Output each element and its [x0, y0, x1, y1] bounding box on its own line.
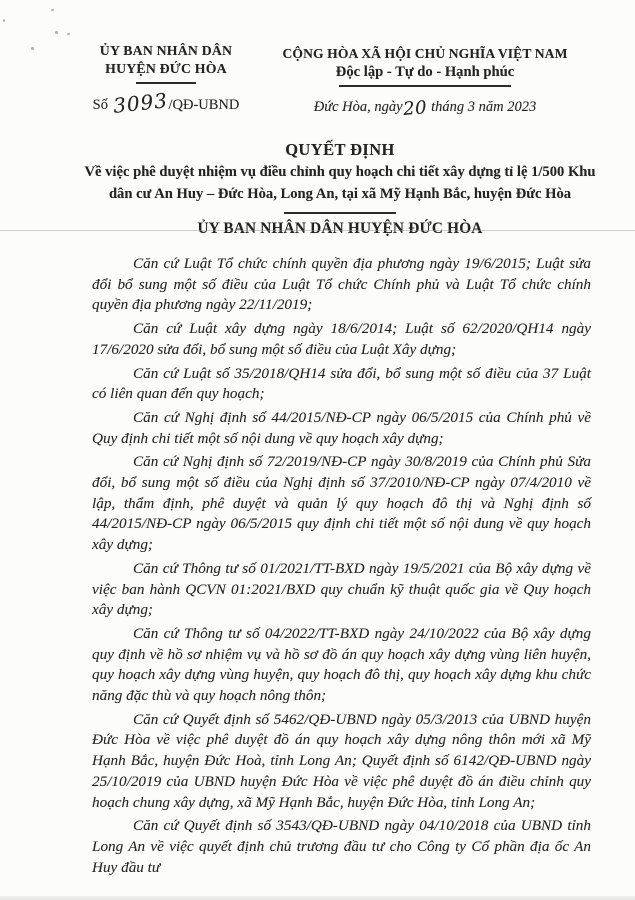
national-title: CỘNG HÒA XÃ HỘI CHỦ NGHĨA VIỆT NAM [282, 46, 568, 61]
issuing-org-block [88, 42, 244, 118]
place-date-suffix: tháng 3 năm 2023 [427, 98, 537, 115]
doc-number-label: Số [92, 96, 108, 113]
scan-speck [55, 31, 58, 34]
title-block [70, 139, 610, 239]
place-date-line [262, 96, 588, 120]
scan-fold-line [0, 230, 635, 231]
place-date-prefix: Đức Hòa, ngày [313, 98, 403, 115]
doc-number-suffix: /QĐ-UBND [168, 96, 240, 113]
body-paragraph: Căn cứ Luật số 35/2018/QH14 sửa đổi, bổ sung một số điều của 37 Luật có liên quan đến quy hoạch; [92, 364, 591, 403]
scan-speck [67, 33, 70, 35]
doc-number [88, 87, 244, 118]
org-name-line2: HUYỆN ĐỨC HÒA [105, 60, 227, 76]
document-body [92, 254, 591, 881]
body-paragraph: Căn cứ Thông tư số 01/2021/TT-BXD ngày 19/5/2021 của Bộ xây dựng về việc ban hành QCVN 01:2021/BXD quy chuẩn kỹ thuật quốc gia về Quy hoạch xây dựng; [92, 559, 591, 619]
national-motto: Độc lập - Tự do - Hạnh phúc [335, 64, 515, 80]
body-paragraph: Căn cứ Quyết định số 3543/QĐ-UBND ngày 04/10/2018 của UBND tỉnh Long An về việc quyết định chủ trương đầu tư cho Công ty Cổ phần địa ốc An Huy đầu tư [92, 817, 591, 876]
page-bottom-edge [0, 896, 635, 900]
body-paragraph: Căn cứ Luật xây dựng ngày 18/6/2014; Luật số 62/2020/QH14 ngày 17/6/2020 sửa đổi, bổ sung một số điều của Luật Xây dựng; [92, 320, 591, 358]
body-paragraph: Căn cứ Quyết định số 5462/QĐ-UBND ngày 05/3/2013 của UBND huyện Đức Hòa về việc phê duyệt đồ án quy hoạch xây dựng nông thôn mới xã Mỹ Hạnh Bắc, huyện Đức Hoà, tỉnh Long An; Quyết định số 6142/QĐ-UBND ngày 25/10/2019 của UBND huyện Đức Hòa về việc phê duyệt đồ án điều chỉnh quy hoạch chung xây dựng, xã Mỹ Hạnh Bắc, huyện Đức Hòa, tỉnh Long An; [92, 710, 591, 811]
motto-underline [339, 85, 511, 87]
doc-number-handwritten: 3093 [111, 87, 169, 118]
date-day-handwritten: 20 [402, 96, 428, 120]
doc-subject-line2: dân cư An Huy – Đức Hòa, Long An, tại xã Mỹ Hạnh Bắc, huyện Đức Hòa [108, 186, 572, 202]
title-rule [284, 212, 396, 214]
body-paragraph: Căn cứ Luật Tổ chức chính quyền địa phương ngày 19/6/2015; Luật sửa đổi bổ sung một số điều của Luật Tổ chức Chính phủ và Luật Tổ chức chính quyền địa phương ngày 22/11/2019; [92, 255, 591, 314]
issuing-authority-heading: ỦY BAN NHÂN DÂN HUYỆN ĐỨC HÒA [197, 219, 483, 237]
doc-subject-line1: Về việc phê duyệt nhiệm vụ điều chỉnh quy hoạch chi tiết xây dựng tỉ lệ 1/500 Khu [84, 164, 596, 180]
org-underline [136, 82, 196, 84]
scan-speck [3, 19, 5, 22]
body-paragraph: Căn cứ Nghị định số 72/2019/NĐ-CP ngày 30/8/2019 của Chính phủ Sửa đổi, bổ sung một số điều của Nghị định số 37/2010/NĐ-CP ngày 07/4/2010 về lập, thẩm định, phê duyệt và quản lý quy hoạch đô thị và Nghị định số 44/2015/NĐ-CP ngày 06/5/2015 quy định chi tiết một số nội dung về quy hoạch xây dựng; [92, 453, 591, 554]
body-paragraph: Căn cứ Nghị định số 44/2015/NĐ-CP ngày 06/5/2015 của Chính phủ về Quy định chi tiết một số nội dung về quy hoạch xây dựng; [92, 408, 591, 447]
scan-speck [51, 9, 54, 11]
org-name-line1: ỦY BAN NHÂN DÂN [99, 43, 233, 58]
doc-type-title: QUYẾT ĐỊNH [285, 140, 395, 159]
body-paragraph: Căn cứ Thông tư số 04/2022/TT-BXD ngày 24/10/2022 của Bộ xây dựng quy định về hồ sơ nhiệm vụ và hồ sơ đồ án quy hoạch xây dựng vùng liên huyện, quy hoạch xây dựng vùng huyện, quy hoạch đô thị, quy hoạch xây dựng khu chức năng đặc thù và quy hoạch nông thôn; [92, 624, 591, 705]
scan-speck [31, 47, 34, 50]
national-header-block [262, 45, 588, 120]
